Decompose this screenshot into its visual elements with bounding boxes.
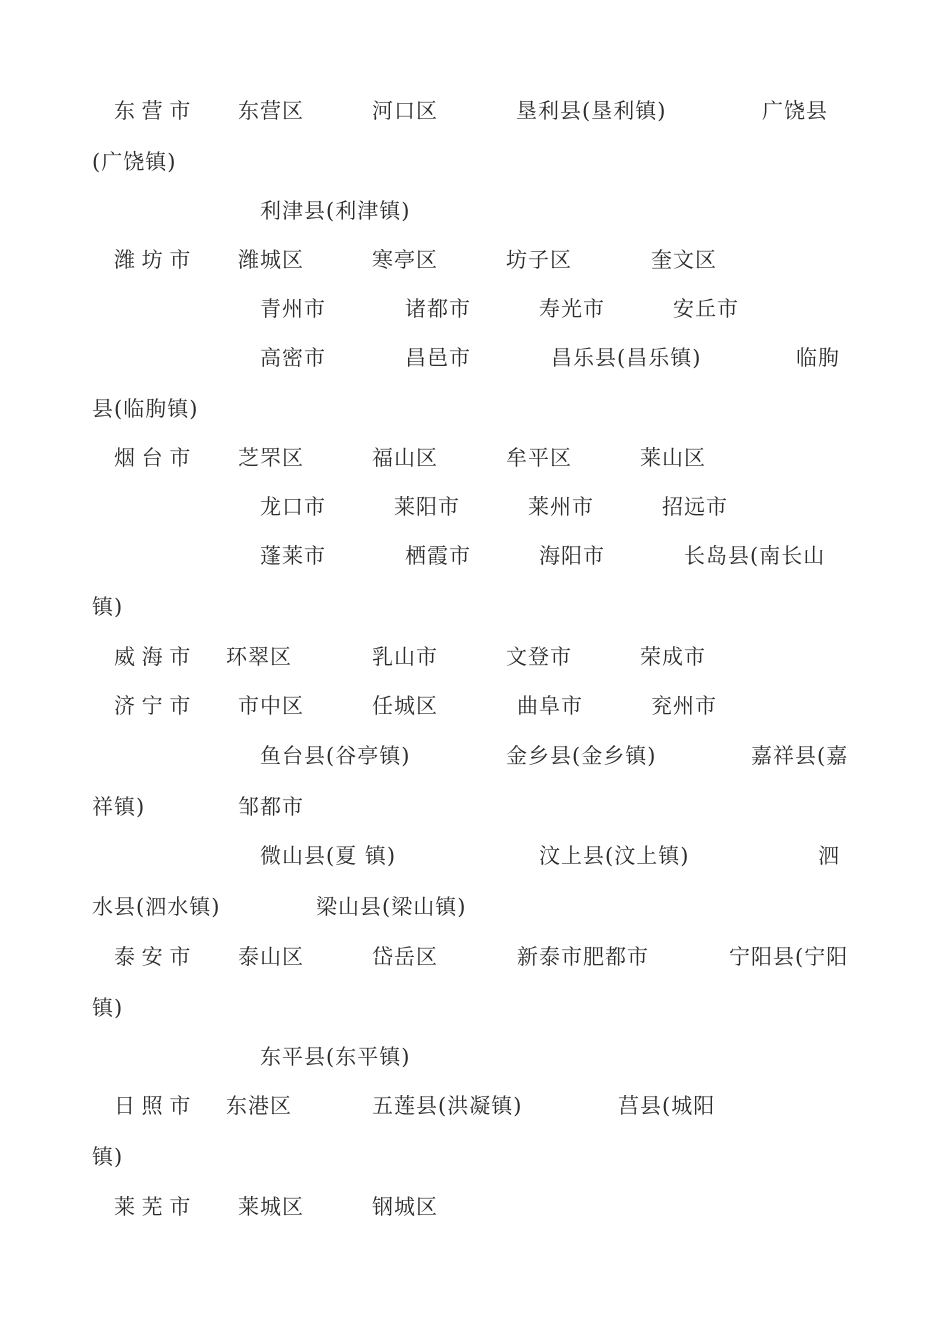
place-name: 镇) — [92, 595, 124, 619]
place-name: 广饶县 — [762, 99, 828, 123]
city-name: 济 宁 市 — [114, 694, 191, 718]
place-name: 祥镇) — [92, 795, 146, 819]
city-name: 潍 坊 市 — [114, 248, 191, 272]
place-name: 奎文区 — [651, 248, 717, 272]
place-name: 梁山县(梁山镇) — [316, 895, 467, 919]
place-name: 招远市 — [662, 495, 728, 519]
place-name: 鱼台县(谷亭镇) — [260, 744, 411, 768]
place-name: 临朐 — [796, 346, 840, 370]
place-name: 利津县(利津镇) — [260, 199, 411, 223]
city-name: 日 照 市 — [114, 1094, 191, 1118]
place-name: 海阳市 — [539, 544, 605, 568]
place-name: 莒县(城阳 — [618, 1094, 716, 1118]
city-name: 烟 台 市 — [114, 446, 191, 470]
place-name: 镇) — [92, 996, 124, 1020]
city-name: 东 营 市 — [114, 99, 191, 123]
text-line — [0, 841, 950, 871]
place-name: 高密市 — [260, 346, 326, 370]
text-line — [0, 147, 950, 177]
place-name: 莱城区 — [238, 1195, 304, 1219]
text-line — [0, 642, 950, 672]
text-line — [0, 245, 950, 275]
place-name: 镇) — [92, 1145, 124, 1169]
place-name: 河口区 — [372, 99, 438, 123]
place-name: 五莲县(洪凝镇) — [372, 1094, 523, 1118]
text-line — [0, 1091, 950, 1121]
place-name: 曲阜市 — [517, 694, 583, 718]
place-name: (广饶镇) — [92, 150, 177, 174]
place-name: 东营区 — [238, 99, 304, 123]
text-line — [0, 592, 950, 622]
text-line — [0, 691, 950, 721]
place-name: 昌乐县(昌乐镇) — [551, 346, 702, 370]
place-name: 莱州市 — [528, 495, 594, 519]
place-name: 金乡县(金乡镇) — [506, 744, 657, 768]
place-name: 蓬莱市 — [260, 544, 326, 568]
place-name: 福山区 — [372, 446, 438, 470]
place-name: 钢城区 — [372, 1195, 438, 1219]
place-name: 汶上县(汶上镇) — [539, 844, 690, 868]
place-name: 安丘市 — [673, 297, 739, 321]
place-name: 环翠区 — [226, 645, 292, 669]
place-name: 新泰市肥都市 — [517, 945, 649, 969]
city-name: 泰 安 市 — [114, 945, 191, 969]
text-line — [0, 394, 950, 424]
city-name: 莱 芜 市 — [114, 1195, 191, 1219]
place-name: 诸都市 — [405, 297, 471, 321]
text-line — [0, 541, 950, 571]
text-line — [0, 1042, 950, 1072]
place-name: 水县(泗水镇) — [92, 895, 221, 919]
text-line — [0, 741, 950, 771]
text-line — [0, 1142, 950, 1172]
text-line — [0, 196, 950, 226]
text-line — [0, 294, 950, 324]
place-name: 牟平区 — [506, 446, 572, 470]
text-line — [0, 96, 950, 126]
place-name: 寒亭区 — [372, 248, 438, 272]
place-name: 潍城区 — [238, 248, 304, 272]
place-name: 泗 — [818, 844, 840, 868]
place-name: 长岛县(南长山 — [684, 544, 826, 568]
place-name: 坊子区 — [506, 248, 572, 272]
text-line — [0, 993, 950, 1023]
place-name: 栖霞市 — [405, 544, 471, 568]
place-name: 县(临朐镇) — [92, 397, 199, 421]
place-name: 芝罘区 — [238, 446, 304, 470]
text-line — [0, 492, 950, 522]
place-name: 微山县(夏 镇) — [260, 844, 397, 868]
place-name: 嘉祥县(嘉 — [751, 744, 849, 768]
place-name: 昌邑市 — [405, 346, 471, 370]
place-name: 文登市 — [506, 645, 572, 669]
text-line — [0, 792, 950, 822]
place-name: 荣成市 — [640, 645, 706, 669]
place-name: 东平县(东平镇) — [260, 1045, 411, 1069]
place-name: 邹都市 — [238, 795, 304, 819]
place-name: 乳山市 — [372, 645, 438, 669]
text-line — [0, 942, 950, 972]
place-name: 市中区 — [238, 694, 304, 718]
text-line — [0, 343, 950, 373]
place-name: 东港区 — [226, 1094, 292, 1118]
place-name: 青州市 — [260, 297, 326, 321]
place-name: 任城区 — [372, 694, 438, 718]
text-line — [0, 892, 950, 922]
text-line — [0, 443, 950, 473]
place-name: 泰山区 — [238, 945, 304, 969]
place-name: 岱岳区 — [372, 945, 438, 969]
place-name: 莱山区 — [640, 446, 706, 470]
place-name: 莱阳市 — [394, 495, 460, 519]
place-name: 宁阳县(宁阳 — [729, 945, 849, 969]
text-line — [0, 1192, 950, 1222]
place-name: 龙口市 — [260, 495, 326, 519]
place-name: 兖州市 — [651, 694, 717, 718]
place-name: 垦利县(垦利镇) — [516, 99, 667, 123]
city-name: 威 海 市 — [114, 645, 191, 669]
place-name: 寿光市 — [539, 297, 605, 321]
